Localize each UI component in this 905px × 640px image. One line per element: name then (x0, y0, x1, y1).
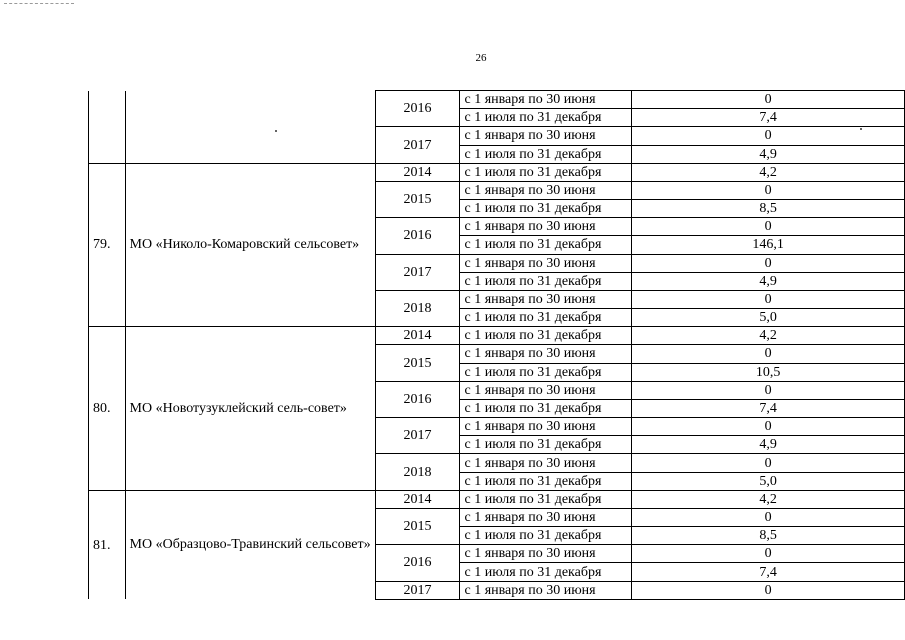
table-row (89, 91, 905, 109)
value-cell: 0 (632, 381, 905, 399)
year-cell: 2016 (375, 91, 460, 127)
value-cell: 4,9 (632, 436, 905, 454)
period-cell: с 1 июля по 31 декабря (460, 563, 632, 581)
year-cell: 2015 (375, 181, 460, 217)
period-cell: с 1 июля по 31 декабря (460, 200, 632, 218)
year-cell: 2016 (375, 381, 460, 417)
value-cell: 0 (632, 181, 905, 199)
value-cell: 4,9 (632, 145, 905, 163)
entity-name: МО «Николо-Комаровский сельсовет» (125, 163, 375, 327)
value-cell: 7,4 (632, 109, 905, 127)
value-cell: 4,2 (632, 490, 905, 508)
year-cell: 2016 (375, 218, 460, 254)
table-row (89, 327, 905, 345)
value-cell: 0 (632, 454, 905, 472)
value-cell: 5,0 (632, 472, 905, 490)
entity-name: МО «Образцово-Травинский сельсовет» (125, 490, 375, 599)
year-cell: 2017 (375, 418, 460, 454)
period-cell: с 1 июля по 31 декабря (460, 363, 632, 381)
value-cell: 0 (632, 254, 905, 272)
year-cell: 2018 (375, 290, 460, 326)
period-cell: с 1 июля по 31 декабря (460, 145, 632, 163)
table-row (89, 490, 905, 508)
period-cell: с 1 июля по 31 декабря (460, 527, 632, 545)
table-row (89, 163, 905, 181)
period-cell: с 1 июля по 31 декабря (460, 236, 632, 254)
year-cell: 2018 (375, 454, 460, 490)
entity-number (89, 91, 126, 164)
value-cell: 0 (632, 508, 905, 526)
period-cell: с 1 июля по 31 декабря (460, 163, 632, 181)
period-cell: с 1 июля по 31 декабря (460, 399, 632, 417)
period-cell: с 1 января по 30 июня (460, 545, 632, 563)
value-cell: 146,1 (632, 236, 905, 254)
year-cell: 2015 (375, 345, 460, 381)
value-cell: 0 (632, 581, 905, 599)
entity-name (125, 91, 375, 164)
year-cell: 2014 (375, 163, 460, 181)
entity-number: 80. (89, 327, 126, 491)
scan-artifact-mark (4, 3, 74, 7)
value-cell: 7,4 (632, 399, 905, 417)
period-cell: с 1 июля по 31 декабря (460, 109, 632, 127)
value-cell: 4,2 (632, 163, 905, 181)
value-cell: 4,9 (632, 272, 905, 290)
period-cell: с 1 января по 30 июня (460, 418, 632, 436)
year-cell: 2017 (375, 254, 460, 290)
scan-speck (860, 128, 862, 130)
period-cell: с 1 июля по 31 декабря (460, 272, 632, 290)
entity-name: МО «Новотузуклейский сель-совет» (125, 327, 375, 491)
entity-number: 79. (89, 163, 126, 327)
year-cell: 2016 (375, 545, 460, 581)
value-cell: 8,5 (632, 527, 905, 545)
scan-speck (275, 130, 277, 132)
value-cell: 0 (632, 345, 905, 363)
value-cell: 8,5 (632, 200, 905, 218)
value-cell: 0 (632, 418, 905, 436)
value-cell: 0 (632, 91, 905, 109)
period-cell: с 1 января по 30 июня (460, 508, 632, 526)
period-cell: с 1 января по 30 июня (460, 218, 632, 236)
period-cell: с 1 января по 30 июня (460, 581, 632, 599)
period-cell: с 1 января по 30 июня (460, 127, 632, 145)
year-cell: 2017 (375, 127, 460, 163)
page-number: 26 (475, 52, 487, 64)
period-cell: с 1 июля по 31 декабря (460, 327, 632, 345)
period-cell: с 1 января по 30 июня (460, 454, 632, 472)
period-cell: с 1 июля по 31 декабря (460, 472, 632, 490)
value-cell: 0 (632, 290, 905, 308)
year-cell: 2014 (375, 327, 460, 345)
value-cell: 7,4 (632, 563, 905, 581)
period-cell: с 1 июля по 31 декабря (460, 436, 632, 454)
value-cell: 0 (632, 218, 905, 236)
period-cell: с 1 января по 30 июня (460, 381, 632, 399)
period-cell: с 1 июля по 31 декабря (460, 490, 632, 508)
period-cell: с 1 января по 30 июня (460, 290, 632, 308)
year-cell: 2014 (375, 490, 460, 508)
period-cell: с 1 января по 30 июня (460, 91, 632, 109)
value-cell: 5,0 (632, 309, 905, 327)
value-cell: 0 (632, 545, 905, 563)
value-cell: 4,2 (632, 327, 905, 345)
tariff-table (88, 90, 905, 600)
period-cell: с 1 января по 30 июня (460, 254, 632, 272)
value-cell: 0 (632, 127, 905, 145)
entity-number: 81. (89, 490, 126, 599)
value-cell: 10,5 (632, 363, 905, 381)
year-cell: 2017 (375, 581, 460, 599)
period-cell: с 1 января по 30 июня (460, 181, 632, 199)
year-cell: 2015 (375, 508, 460, 544)
period-cell: с 1 января по 30 июня (460, 345, 632, 363)
period-cell: с 1 июля по 31 декабря (460, 309, 632, 327)
